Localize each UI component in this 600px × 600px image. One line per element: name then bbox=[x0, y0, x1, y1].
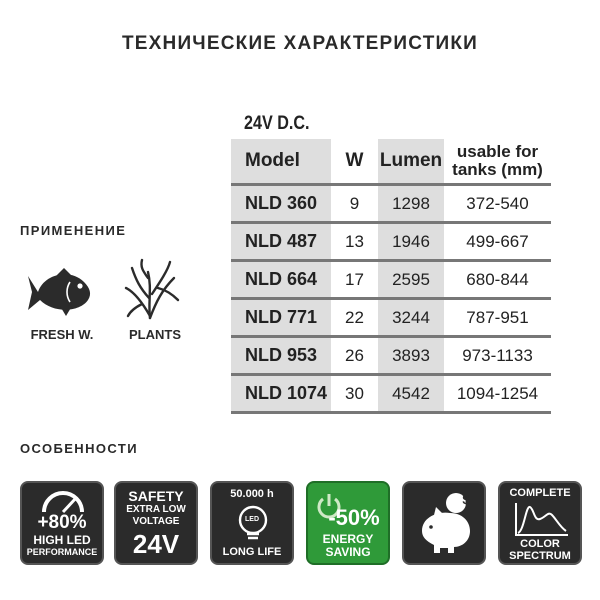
header-lumen: Lumen bbox=[378, 139, 444, 185]
cell-watts: 26 bbox=[331, 337, 378, 375]
cell-model: NLD 953 bbox=[231, 337, 331, 375]
header-tanks-line2: tanks (mm) bbox=[452, 160, 543, 179]
money-saving-badge bbox=[402, 481, 486, 565]
color-spectrum-badge bbox=[498, 481, 582, 565]
features-label: ОСОБЕННОСТИ bbox=[20, 441, 138, 456]
cell-watts: 9 bbox=[331, 185, 378, 223]
cell-lumen: 3893 bbox=[378, 337, 444, 375]
voltage-label: 24V D.C. bbox=[244, 113, 310, 134]
specs-table bbox=[231, 139, 551, 414]
performance-line2: HIGH LED bbox=[33, 533, 91, 547]
cell-tanks: 680-844 bbox=[444, 261, 551, 299]
safety-line3: VOLTAGE bbox=[132, 516, 180, 527]
safety-line2: EXTRA LOW bbox=[126, 504, 186, 515]
table-row bbox=[231, 337, 551, 375]
cell-watts: 13 bbox=[331, 223, 378, 261]
energy-line2: ENERGY bbox=[322, 532, 374, 546]
fresh-water-caption: FRESH W. bbox=[30, 327, 94, 342]
header-model: Model bbox=[231, 139, 331, 185]
safety-voltage-value: 24V bbox=[132, 529, 180, 559]
plant-icon bbox=[122, 258, 180, 320]
application-label: ПРИМЕНЕНИЕ bbox=[20, 223, 127, 238]
long-life-hours: 50.000 h bbox=[230, 488, 274, 500]
energy-saving-badge bbox=[306, 481, 390, 565]
safety-voltage-badge bbox=[114, 481, 198, 565]
cell-watts: 17 bbox=[331, 261, 378, 299]
long-life-badge bbox=[210, 481, 294, 565]
cell-model: NLD 771 bbox=[231, 299, 331, 337]
led-label: LED bbox=[245, 516, 259, 523]
plants-caption: PLANTS bbox=[129, 327, 181, 342]
table-header-row bbox=[231, 139, 551, 185]
header-tanks bbox=[444, 139, 551, 185]
spectrum-line1: COMPLETE bbox=[509, 487, 571, 499]
spectrum-line3: SPECTRUM bbox=[509, 550, 571, 562]
cell-lumen: 2595 bbox=[378, 261, 444, 299]
cell-model: NLD 664 bbox=[231, 261, 331, 299]
performance-value: +80% bbox=[37, 512, 87, 533]
cell-tanks: 372-540 bbox=[444, 185, 551, 223]
long-life-caption: LONG LIFE bbox=[222, 546, 282, 558]
page-title: ТЕХНИЧЕСКИЕ ХАРАКТЕРИСТИКИ bbox=[121, 33, 479, 54]
cell-lumen: 3244 bbox=[378, 299, 444, 337]
energy-value: -50% bbox=[328, 505, 380, 530]
header-watts: W bbox=[331, 139, 378, 185]
header-tanks-line1: usable for bbox=[456, 142, 539, 161]
cell-tanks: 499-667 bbox=[444, 223, 551, 261]
cell-lumen: 1298 bbox=[378, 185, 444, 223]
spectrum-line2: COLOR bbox=[520, 538, 560, 550]
led-bulb-icon bbox=[236, 504, 270, 542]
cell-lumen: 4542 bbox=[378, 375, 444, 413]
energy-line3: SAVING bbox=[325, 545, 371, 559]
table-row bbox=[231, 223, 551, 261]
gauge-icon bbox=[40, 488, 86, 514]
cell-model: NLD 360 bbox=[231, 185, 331, 223]
table-row bbox=[231, 261, 551, 299]
cell-watts: 30 bbox=[331, 375, 378, 413]
cell-watts: 22 bbox=[331, 299, 378, 337]
table-row bbox=[231, 375, 551, 413]
cell-lumen: 1946 bbox=[378, 223, 444, 261]
cell-tanks: 973-1133 bbox=[444, 337, 551, 375]
cell-model: NLD 487 bbox=[231, 223, 331, 261]
cell-tanks: 1094-1254 bbox=[444, 375, 551, 413]
high-performance-badge bbox=[20, 481, 104, 565]
cell-tanks: 787-951 bbox=[444, 299, 551, 337]
cell-model: NLD 1074 bbox=[231, 375, 331, 413]
dollar-sign: $ bbox=[462, 492, 470, 507]
fish-icon bbox=[26, 266, 96, 318]
spectrum-icon bbox=[512, 501, 570, 537]
safety-line1: SAFETY bbox=[128, 488, 184, 504]
table-row bbox=[231, 185, 551, 223]
performance-line3: PERFORMANCE bbox=[26, 547, 98, 557]
table-row bbox=[231, 299, 551, 337]
